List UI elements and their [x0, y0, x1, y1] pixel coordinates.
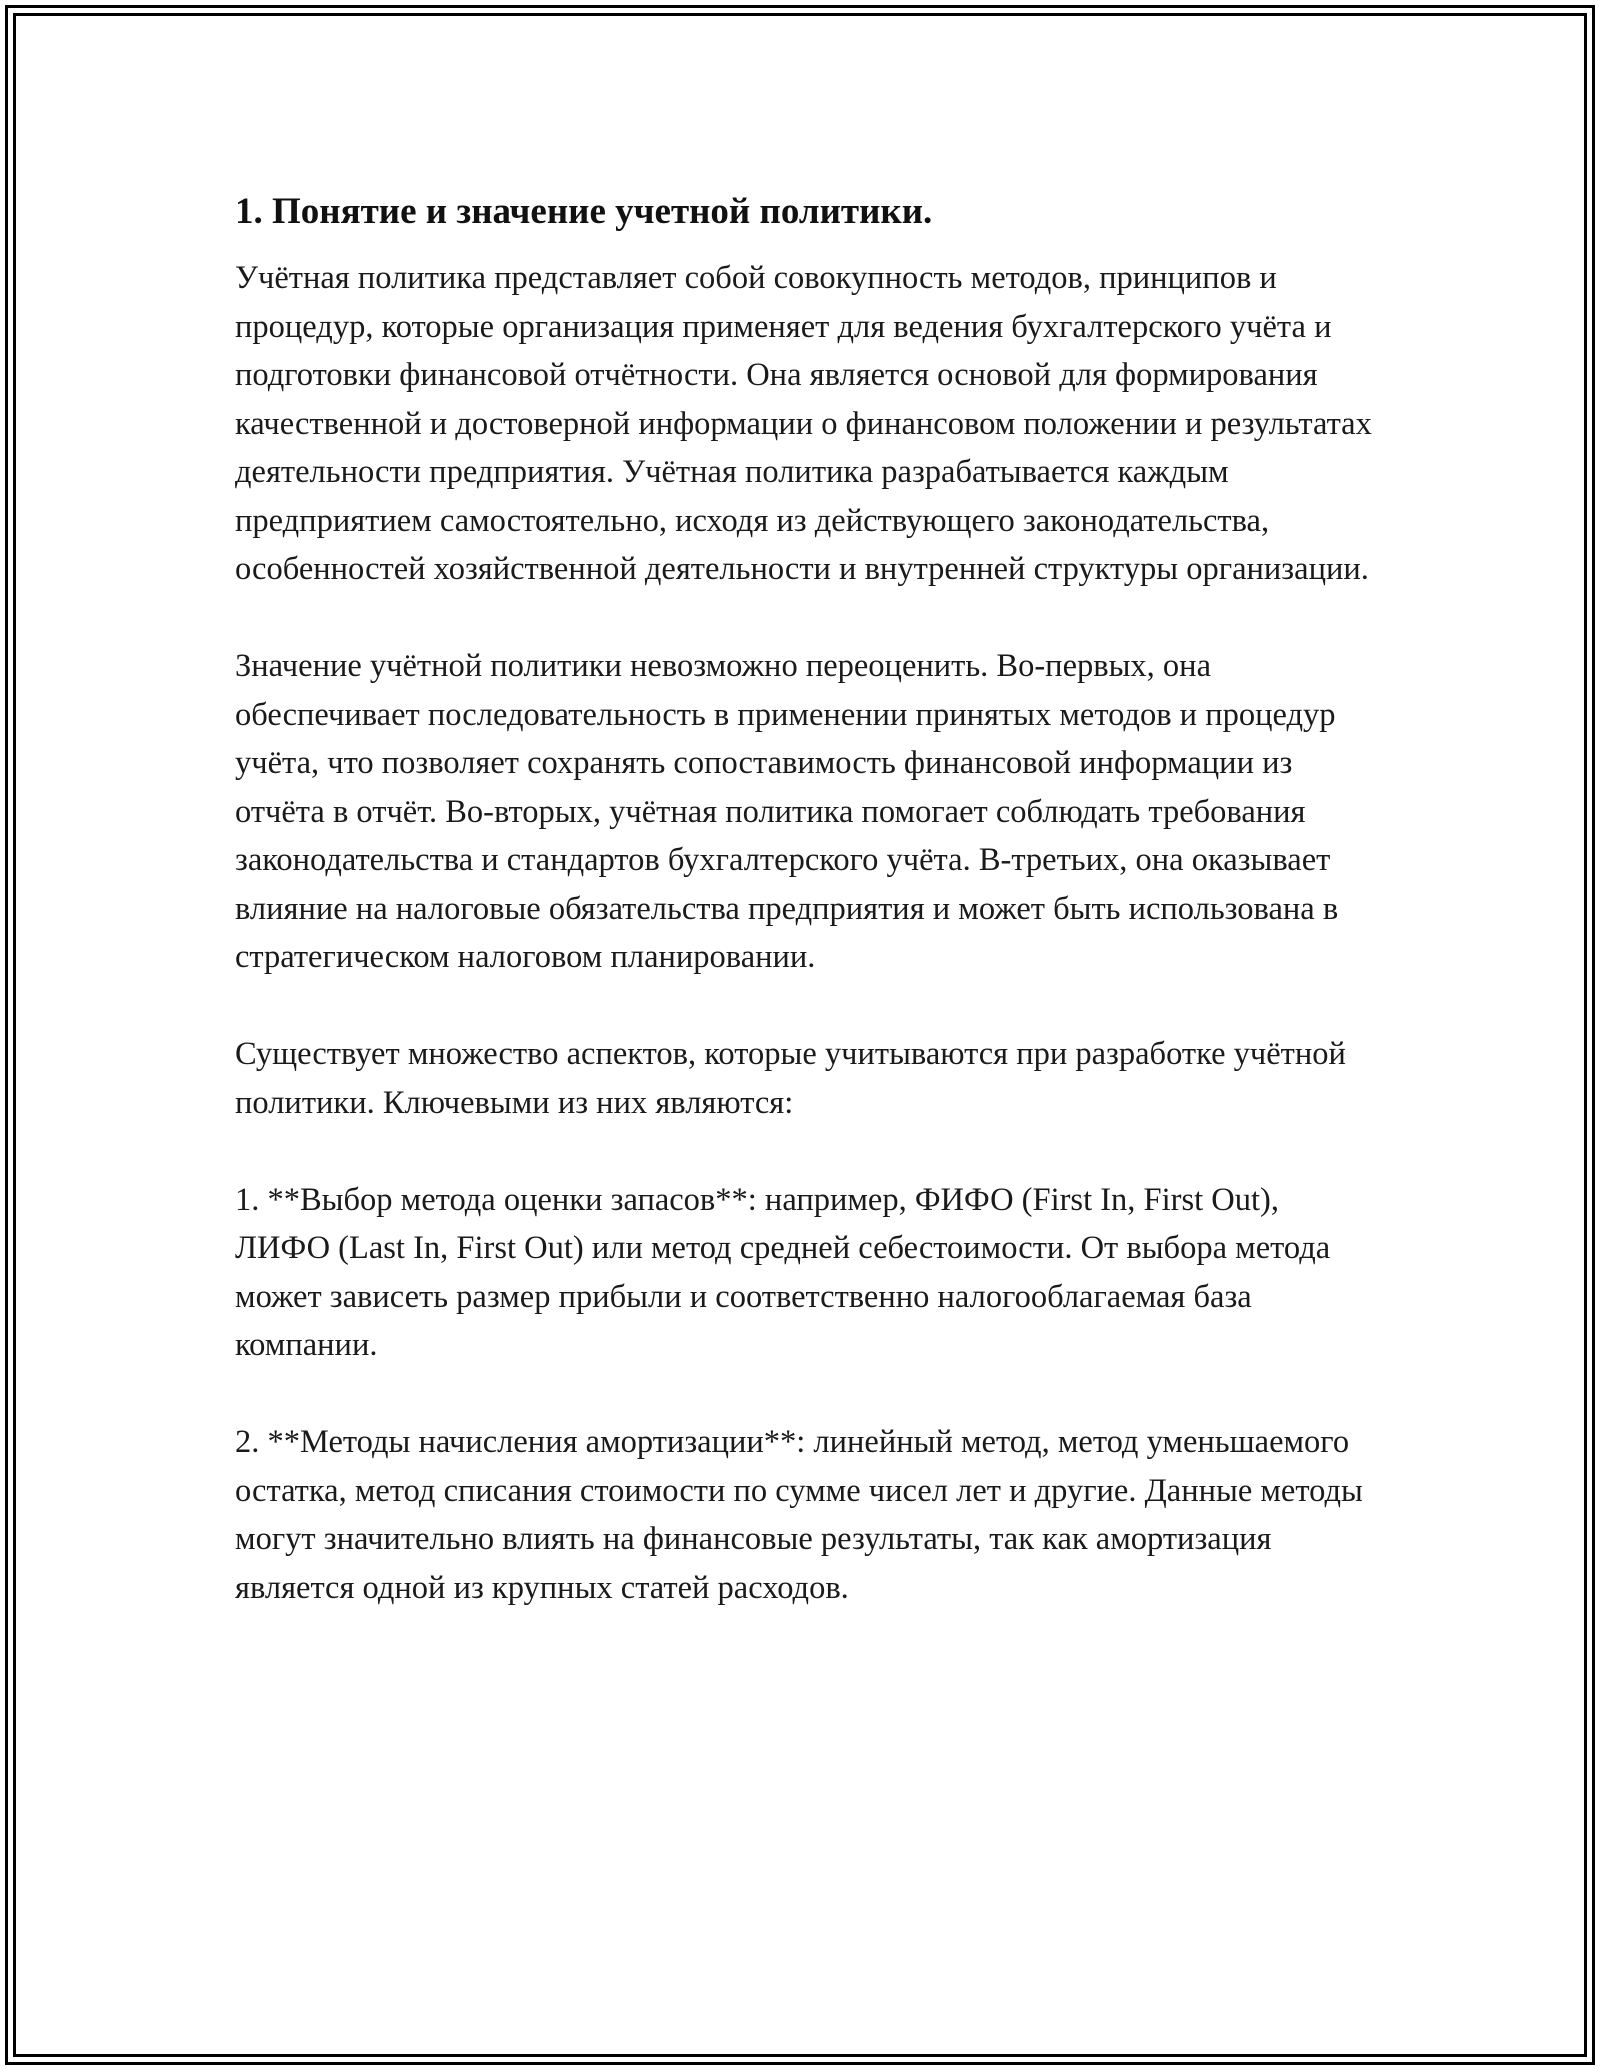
section-heading: 1. Понятие и значение учетной политики.: [235, 191, 933, 232]
list-item-inventory-valuation: 1. **Выбор метода оценки запасов**: например, ФИФО (First In, First Out), ЛИФО (Last In, First Out) или метод средней себестоимости. От выбора метода может зависеть размер прибыли и соответственно налогооблагаемая база компании.: [235, 1181, 1331, 1363]
document-body: [235, 188, 1375, 1612]
paragraph-significance: Значение учётной политики невозможно переоценить. Во-первых, она обеспечивает последовательность в применении принятых методов и процедур учёта, что позволяет сохранять сопоставимость финансовой информации из отчёта в отчёт. Во-вторых, учётная политика помогает соблюдать требования законодательства и стандартов бухгалтерского учёта. В-третьих, она оказывает влияние на налоговые обязательства предприятия и может быть использована в стратегическом налоговом планировании.: [235, 648, 1339, 975]
paragraph-aspects-intro: Существует множество аспектов, которые учитываются при разработке учётной политики. Ключевыми из них являются:: [235, 1036, 1346, 1121]
paragraph-definition: Учётная политика представляет собой совокупность методов, принципов и процедур, которые организация применяет для ведения бухгалтерского учёта и подготовки финансовой отчётности. Она является основой для формирования качественной и достоверной информации о финансовом положении и результатах деятельности предприятия. Учётная политика разрабатывается каждым предприятием самостоятельно, исходя из действующего законодательства, особенностей хозяйственной деятельности и внутренней структуры организации.: [235, 260, 1372, 587]
list-item-depreciation-methods: 2. **Методы начисления амортизации**: линейный метод, метод уменьшаемого остатка, метод списания стоимости по сумме чисел лет и другие. Данные методы могут значительно влиять на финансовые результаты, так как амортизация является одной из крупных статей расходов.: [235, 1424, 1363, 1606]
